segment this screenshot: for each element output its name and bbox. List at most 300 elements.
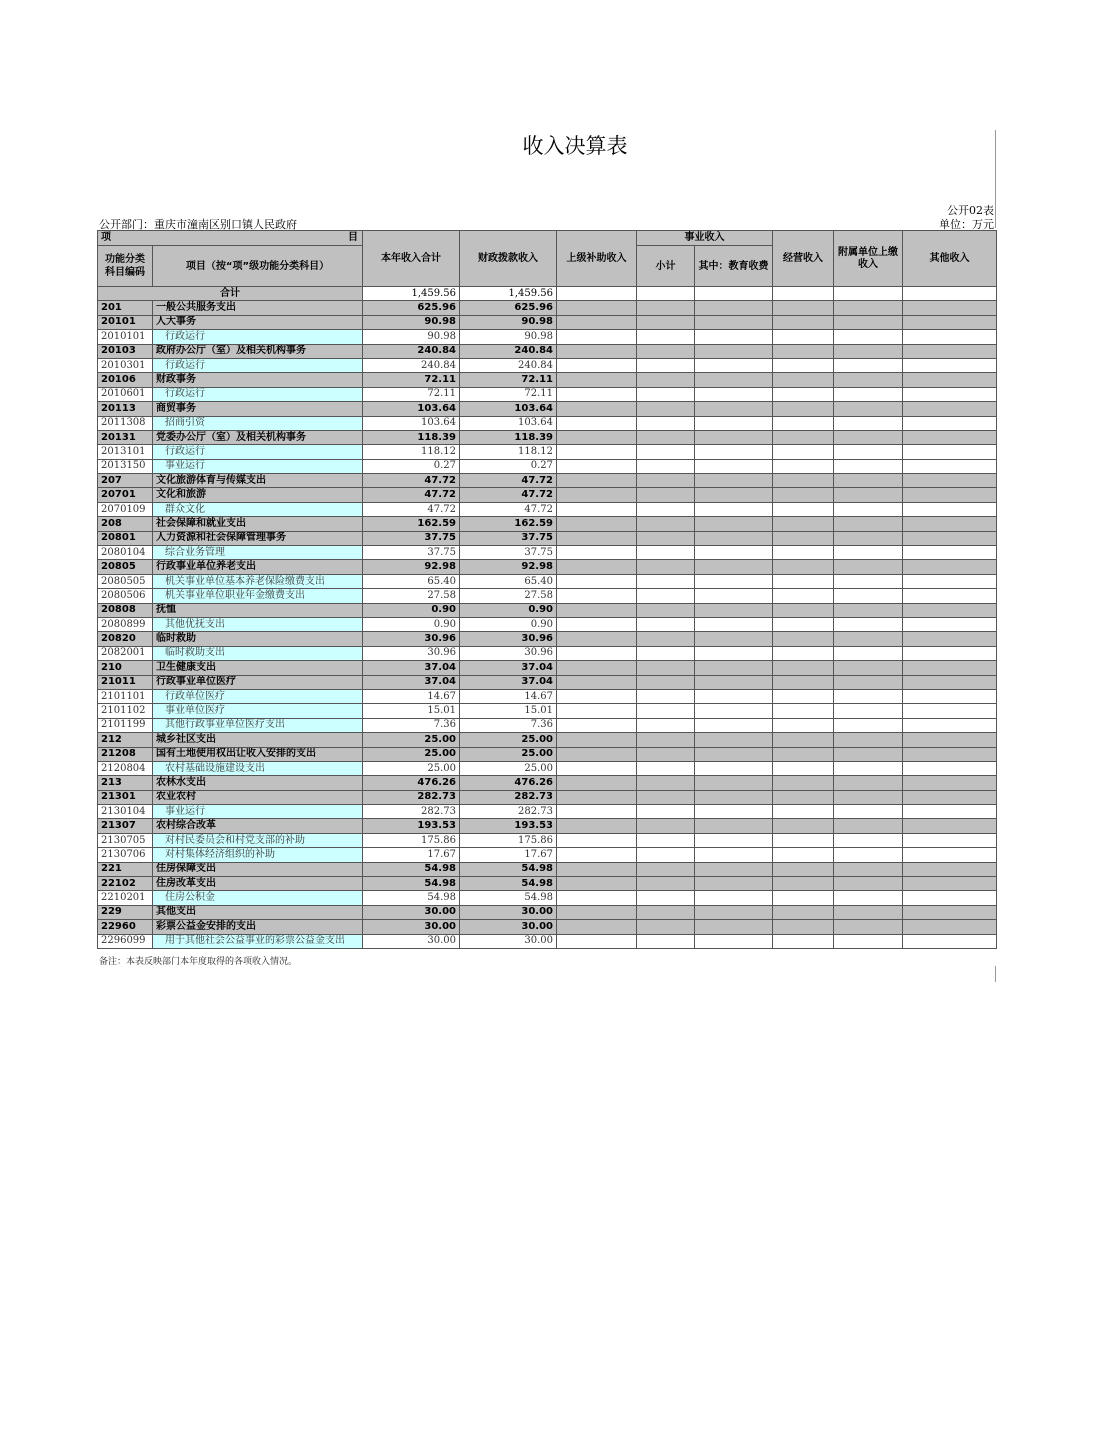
row-fiscal: 0.27 (460, 459, 557, 473)
row-edu (695, 704, 773, 718)
row-name: 抚恤 (153, 603, 363, 617)
header-other: 其他收入 (903, 231, 997, 287)
header-edu: 其中：教育收费 (695, 246, 773, 287)
row-other (903, 819, 997, 833)
row-fiscal: 65.40 (460, 574, 557, 588)
table-row (98, 747, 997, 761)
row-code: 20101 (98, 315, 153, 329)
row-edu (695, 891, 773, 905)
table-row (98, 862, 997, 876)
row-total: 90.98 (363, 315, 460, 329)
row-business (773, 862, 834, 876)
row-edu (695, 848, 773, 862)
row-upper (557, 675, 637, 689)
row-upper (557, 373, 637, 387)
row-other (903, 689, 997, 703)
row-code: 201 (98, 301, 153, 315)
row-total: 47.72 (363, 502, 460, 516)
row-affiliate (834, 891, 903, 905)
row-fiscal: 118.39 (460, 430, 557, 444)
row-code: 20701 (98, 488, 153, 502)
row-edu (695, 560, 773, 574)
summary-label: 合计 (98, 287, 363, 301)
row-other (903, 646, 997, 660)
row-edu (695, 632, 773, 646)
row-upper (557, 848, 637, 862)
row-fiscal: 25.00 (460, 761, 557, 775)
row-upper (557, 546, 637, 560)
row-fiscal: 30.00 (460, 905, 557, 919)
row-name: 其他支出 (153, 905, 363, 919)
row-code: 2080506 (98, 589, 153, 603)
row-total: 118.12 (363, 445, 460, 459)
row-affiliate (834, 387, 903, 401)
row-upper (557, 704, 637, 718)
row-business (773, 531, 834, 545)
row-code: 2010301 (98, 358, 153, 372)
row-edu (695, 574, 773, 588)
row-total: 15.01 (363, 704, 460, 718)
row-name: 行政事业单位医疗 (153, 675, 363, 689)
row-upper (557, 718, 637, 732)
row-affiliate (834, 848, 903, 862)
row-affiliate (834, 546, 903, 560)
row-edu (695, 301, 773, 315)
summary-affiliate (834, 287, 903, 301)
table-row (98, 459, 997, 473)
row-edu (695, 344, 773, 358)
row-total: 30.00 (363, 920, 460, 934)
row-fiscal: 47.72 (460, 502, 557, 516)
row-affiliate (834, 790, 903, 804)
row-business (773, 805, 834, 819)
table-row (98, 517, 997, 531)
row-edu (695, 877, 773, 891)
table-row (98, 689, 997, 703)
row-code: 20808 (98, 603, 153, 617)
row-other (903, 330, 997, 344)
row-other (903, 718, 997, 732)
row-upper (557, 402, 637, 416)
row-name: 一般公共服务支出 (153, 301, 363, 315)
row-affiliate (834, 416, 903, 430)
row-other (903, 560, 997, 574)
row-subtotal (637, 819, 695, 833)
table-row (98, 358, 997, 372)
row-total: 37.75 (363, 531, 460, 545)
row-upper (557, 474, 637, 488)
row-edu (695, 603, 773, 617)
row-edu (695, 358, 773, 372)
row-name: 行政事业单位养老支出 (153, 560, 363, 574)
row-fiscal: 476.26 (460, 776, 557, 790)
row-fiscal: 54.98 (460, 862, 557, 876)
row-business (773, 474, 834, 488)
header-affiliate: 附属单位上缴收入 (834, 231, 903, 287)
row-affiliate (834, 373, 903, 387)
row-edu (695, 402, 773, 416)
row-edu (695, 761, 773, 775)
row-other (903, 862, 997, 876)
header-career: 事业收入 (637, 231, 773, 246)
table-row (98, 301, 997, 315)
row-upper (557, 358, 637, 372)
row-affiliate (834, 819, 903, 833)
row-business (773, 344, 834, 358)
row-code: 2010101 (98, 330, 153, 344)
row-code: 213 (98, 776, 153, 790)
row-edu (695, 488, 773, 502)
row-affiliate (834, 689, 903, 703)
row-total: 103.64 (363, 402, 460, 416)
row-fiscal: 30.96 (460, 646, 557, 660)
row-other (903, 603, 997, 617)
row-business (773, 718, 834, 732)
row-subtotal (637, 358, 695, 372)
row-fiscal: 30.96 (460, 632, 557, 646)
row-subtotal (637, 689, 695, 703)
row-fiscal: 54.98 (460, 877, 557, 891)
row-subtotal (637, 833, 695, 847)
row-fiscal: 37.75 (460, 546, 557, 560)
table-row (98, 315, 997, 329)
row-code: 2130706 (98, 848, 153, 862)
row-upper (557, 632, 637, 646)
row-upper (557, 805, 637, 819)
row-affiliate (834, 617, 903, 631)
row-affiliate (834, 675, 903, 689)
row-subtotal (637, 502, 695, 516)
row-affiliate (834, 934, 903, 948)
table-row (98, 934, 997, 948)
row-upper (557, 589, 637, 603)
row-total: 25.00 (363, 747, 460, 761)
row-total: 72.11 (363, 373, 460, 387)
table-row (98, 502, 997, 516)
summary-total: 1,459.56 (363, 287, 460, 301)
row-business (773, 459, 834, 473)
row-fiscal: 103.64 (460, 416, 557, 430)
row-business (773, 617, 834, 631)
row-fiscal: 30.00 (460, 934, 557, 948)
row-fiscal: 25.00 (460, 747, 557, 761)
row-fiscal: 47.72 (460, 488, 557, 502)
table-row (98, 402, 997, 416)
row-upper (557, 934, 637, 948)
row-edu (695, 474, 773, 488)
row-subtotal (637, 733, 695, 747)
header-code: 功能分类科目编码 (98, 246, 153, 287)
table-row (98, 776, 997, 790)
row-total: 25.00 (363, 733, 460, 747)
row-affiliate (834, 761, 903, 775)
row-subtotal (637, 315, 695, 329)
table-row (98, 387, 997, 401)
row-business (773, 761, 834, 775)
row-other (903, 430, 997, 444)
row-subtotal (637, 776, 695, 790)
row-edu (695, 776, 773, 790)
row-other (903, 402, 997, 416)
row-code: 2120804 (98, 761, 153, 775)
row-affiliate (834, 776, 903, 790)
row-code: 210 (98, 661, 153, 675)
row-other (903, 675, 997, 689)
row-edu (695, 445, 773, 459)
row-total: 240.84 (363, 358, 460, 372)
row-upper (557, 574, 637, 588)
row-affiliate (834, 718, 903, 732)
row-code: 2130705 (98, 833, 153, 847)
footnote: 备注：本表反映部门本年度取得的各项收入情况。 (99, 957, 298, 967)
table-row (98, 560, 997, 574)
row-business (773, 877, 834, 891)
table-row (98, 574, 997, 588)
row-fiscal: 37.04 (460, 661, 557, 675)
row-affiliate (834, 560, 903, 574)
table-row (98, 416, 997, 430)
row-name: 文化和旅游 (153, 488, 363, 502)
row-edu (695, 589, 773, 603)
row-subtotal (637, 574, 695, 588)
table-row (98, 344, 997, 358)
row-name: 对村民委员会和村党支部的补助 (153, 833, 363, 847)
row-other (903, 474, 997, 488)
table-row (98, 805, 997, 819)
row-subtotal (637, 920, 695, 934)
summary-subtotal (637, 287, 695, 301)
row-name: 临时救助 (153, 632, 363, 646)
table-row (98, 920, 997, 934)
row-edu (695, 459, 773, 473)
row-name: 行政运行 (153, 358, 363, 372)
row-total: 0.90 (363, 603, 460, 617)
row-affiliate (834, 603, 903, 617)
row-total: 193.53 (363, 819, 460, 833)
row-edu (695, 819, 773, 833)
row-business (773, 833, 834, 847)
row-total: 282.73 (363, 790, 460, 804)
row-business (773, 546, 834, 560)
row-affiliate (834, 646, 903, 660)
row-other (903, 459, 997, 473)
row-total: 103.64 (363, 416, 460, 430)
row-business (773, 603, 834, 617)
row-code: 2101101 (98, 689, 153, 703)
row-other (903, 877, 997, 891)
row-subtotal (637, 603, 695, 617)
row-name: 人力资源和社会保障管理事务 (153, 531, 363, 545)
table-row (98, 761, 997, 775)
row-code: 2080104 (98, 546, 153, 560)
row-affiliate (834, 459, 903, 473)
row-code: 2210201 (98, 891, 153, 905)
row-code: 2101102 (98, 704, 153, 718)
row-edu (695, 905, 773, 919)
row-fiscal: 27.58 (460, 589, 557, 603)
table-row (98, 718, 997, 732)
row-code: 21011 (98, 675, 153, 689)
row-total: 54.98 (363, 891, 460, 905)
row-code: 2130104 (98, 805, 153, 819)
row-upper (557, 689, 637, 703)
row-fiscal: 103.64 (460, 402, 557, 416)
row-business (773, 387, 834, 401)
row-name: 群众文化 (153, 502, 363, 516)
row-name: 机关事业单位职业年金缴费支出 (153, 589, 363, 603)
table-row (98, 531, 997, 545)
row-business (773, 430, 834, 444)
row-code: 208 (98, 517, 153, 531)
header-fiscal: 财政拨款收入 (460, 231, 557, 287)
row-edu (695, 920, 773, 934)
row-business (773, 502, 834, 516)
row-subtotal (637, 474, 695, 488)
table-row (98, 704, 997, 718)
row-code: 212 (98, 733, 153, 747)
row-affiliate (834, 402, 903, 416)
table-row (98, 445, 997, 459)
header-xiang-mu (98, 231, 363, 246)
row-edu (695, 689, 773, 703)
summary-row (98, 287, 997, 301)
row-name: 行政单位医疗 (153, 689, 363, 703)
row-edu (695, 646, 773, 660)
row-affiliate (834, 517, 903, 531)
row-subtotal (637, 891, 695, 905)
row-fiscal: 0.90 (460, 617, 557, 631)
row-code: 21208 (98, 747, 153, 761)
row-other (903, 704, 997, 718)
row-total: 14.67 (363, 689, 460, 703)
row-edu (695, 675, 773, 689)
row-subtotal (637, 646, 695, 660)
row-upper (557, 445, 637, 459)
table-row (98, 330, 997, 344)
row-subtotal (637, 661, 695, 675)
row-subtotal (637, 344, 695, 358)
row-code: 20131 (98, 430, 153, 444)
row-upper (557, 661, 637, 675)
row-name: 行政运行 (153, 387, 363, 401)
row-total: 54.98 (363, 862, 460, 876)
row-total: 54.98 (363, 877, 460, 891)
row-fiscal: 282.73 (460, 805, 557, 819)
row-fiscal: 30.00 (460, 920, 557, 934)
row-subtotal (637, 718, 695, 732)
row-affiliate (834, 632, 903, 646)
row-affiliate (834, 474, 903, 488)
row-total: 37.04 (363, 661, 460, 675)
row-total: 162.59 (363, 517, 460, 531)
row-fiscal: 72.11 (460, 387, 557, 401)
row-total: 90.98 (363, 330, 460, 344)
row-code: 22960 (98, 920, 153, 934)
row-other (903, 387, 997, 401)
row-subtotal (637, 531, 695, 545)
row-upper (557, 776, 637, 790)
row-total: 0.27 (363, 459, 460, 473)
row-total: 0.90 (363, 617, 460, 631)
row-business (773, 848, 834, 862)
row-subtotal (637, 560, 695, 574)
row-business (773, 315, 834, 329)
row-edu (695, 387, 773, 401)
row-fiscal: 37.75 (460, 531, 557, 545)
row-name: 其他行政事业单位医疗支出 (153, 718, 363, 732)
row-affiliate (834, 445, 903, 459)
row-other (903, 589, 997, 603)
table-row (98, 546, 997, 560)
row-code: 2013150 (98, 459, 153, 473)
row-edu (695, 934, 773, 948)
row-business (773, 560, 834, 574)
row-total: 30.96 (363, 646, 460, 660)
row-fiscal: 7.36 (460, 718, 557, 732)
row-other (903, 790, 997, 804)
row-upper (557, 517, 637, 531)
row-subtotal (637, 790, 695, 804)
row-total: 30.00 (363, 905, 460, 919)
row-other (903, 920, 997, 934)
row-code: 20805 (98, 560, 153, 574)
row-other (903, 661, 997, 675)
row-affiliate (834, 661, 903, 675)
row-affiliate (834, 704, 903, 718)
row-subtotal (637, 848, 695, 862)
row-upper (557, 790, 637, 804)
row-edu (695, 330, 773, 344)
row-total: 282.73 (363, 805, 460, 819)
summary-edu (695, 287, 773, 301)
row-affiliate (834, 920, 903, 934)
row-edu (695, 790, 773, 804)
table-row (98, 833, 997, 847)
table-row (98, 819, 997, 833)
row-other (903, 747, 997, 761)
row-subtotal (637, 430, 695, 444)
row-business (773, 402, 834, 416)
row-fiscal: 240.84 (460, 358, 557, 372)
row-other (903, 776, 997, 790)
row-upper (557, 330, 637, 344)
row-edu (695, 546, 773, 560)
row-business (773, 632, 834, 646)
row-code: 20113 (98, 402, 153, 416)
row-code: 221 (98, 862, 153, 876)
table-row (98, 905, 997, 919)
row-subtotal (637, 546, 695, 560)
header-business: 经营收入 (773, 231, 834, 287)
row-code: 21307 (98, 819, 153, 833)
table-row (98, 661, 997, 675)
row-affiliate (834, 330, 903, 344)
row-other (903, 761, 997, 775)
row-name: 农林水支出 (153, 776, 363, 790)
row-edu (695, 862, 773, 876)
row-name: 农业农村 (153, 790, 363, 804)
header-mu: 目 (348, 232, 358, 243)
row-affiliate (834, 905, 903, 919)
row-fiscal: 162.59 (460, 517, 557, 531)
row-name: 住房保障支出 (153, 862, 363, 876)
table-row (98, 373, 997, 387)
row-affiliate (834, 574, 903, 588)
row-affiliate (834, 315, 903, 329)
row-code: 20106 (98, 373, 153, 387)
row-fiscal: 0.90 (460, 603, 557, 617)
row-edu (695, 502, 773, 516)
